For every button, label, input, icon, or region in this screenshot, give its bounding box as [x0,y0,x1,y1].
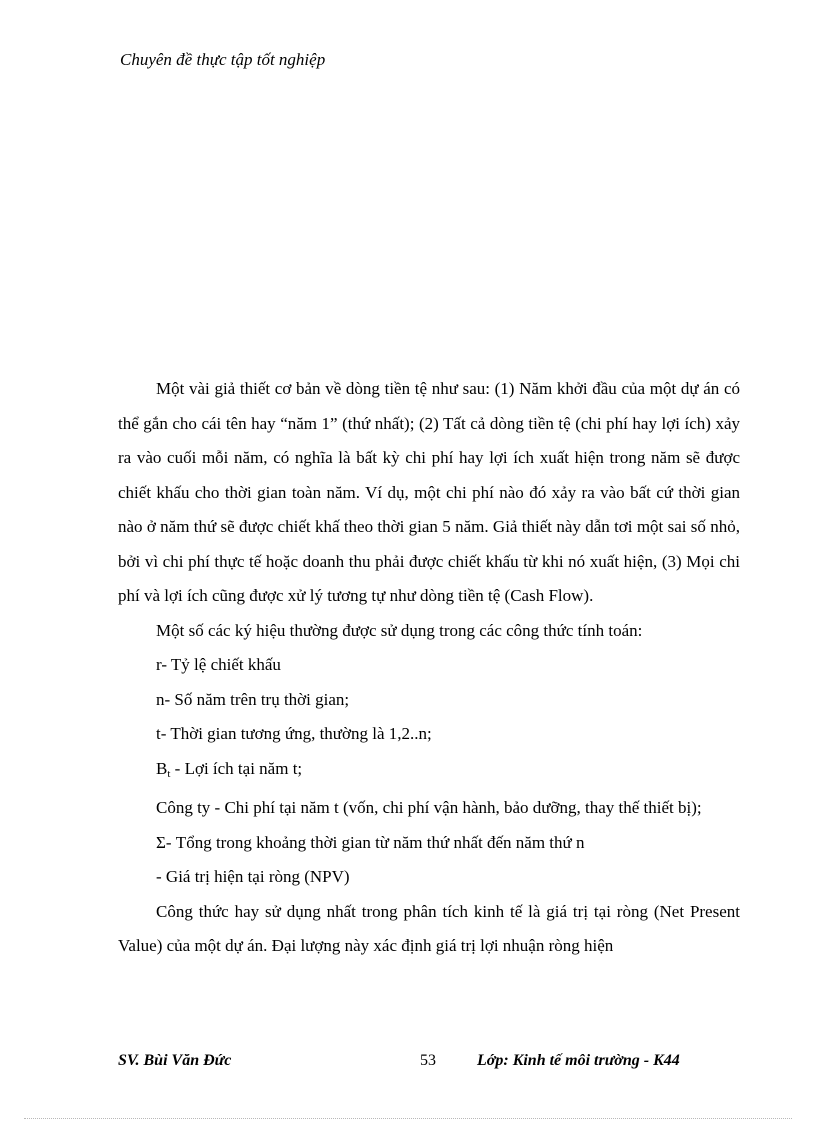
footer-page-number: 53 [420,1052,436,1069]
page-bottom-border [24,1118,792,1119]
footer-student-name: SV. Bùi Văn Đức [118,1052,232,1069]
paragraph-symbols-intro: Một số các ký hiệu thường được sử dụng trong các công thức tính toán: [156,620,643,640]
symbol-item-t: t- Thời gian tương ứng, thường là 1,2..n; [156,724,432,743]
symbol-item-b [118,752,740,792]
symbol-b: B [156,758,168,778]
symbol-b-subscript: t [167,767,171,780]
symbol-item-sigma: Σ- Tổng trong khoảng thời gian từ năm thứ nhất đến năm thứ n [156,832,585,852]
symbol-item-r: r- Tỷ lệ chiết khấu [156,655,281,674]
symbol-item-n: n- Số năm trên trụ thời gian; [156,689,350,709]
page-footer [0,1052,816,1076]
symbol-item-npv: - Giá trị hiện tại ròng (NPV) [156,867,350,886]
symbol-b-description: - Lợi ích tại năm t; [170,758,303,778]
header-title: Chuyên đề thực tập tốt nghiệp [120,50,326,69]
symbol-item-cost: Công ty - Chi phí tại năm t (vốn, chi phí vận hành, bảo dưỡng, thay thế thiết bị); [156,798,702,817]
paragraph-npv: Công thức hay sử dụng nhất trong phân tích kinh tế là giá trị tại ròng (Net Present Value) của một dự án. Đại lượng này xác định giá trị lợi nhuận ròng hiện [118,901,740,955]
footer-class: Lớp: Kinh tế môi trường - K44 [477,1052,680,1069]
paragraph-assumptions: Một vài giả thiết cơ bản về dòng tiền tệ như sau: (1) Năm khởi đầu của một dự án có thể gắn cho cái tên hay “năm 1” (thứ nhất); (2) Tất cả dòng tiền tệ (chi phí hay lợi ích) xảy ra vào cuối mỗi năm, có nghĩa là bất kỳ chi phí hay lợi ích xuất hiện trong năm sẽ được chiết khấu cho thời gian toàn năm. Ví dụ, một chi phí nào đó xảy ra vào bất cứ thời gian nào ở năm thứ sẽ được chiết khấ theo thời gian 5 năm. Giả thiết này dẫn tơi một sai số nhỏ, bởi vì chi phí thực tế hoặc doanh thu phải được chiết khấu từ khi nó xuất hiện, (3) Mọi chi phí và lợi ích cũng được xử lý tương tự như dòng tiền tệ (Cash Flow). [118,379,740,605]
document-body [118,372,740,964]
